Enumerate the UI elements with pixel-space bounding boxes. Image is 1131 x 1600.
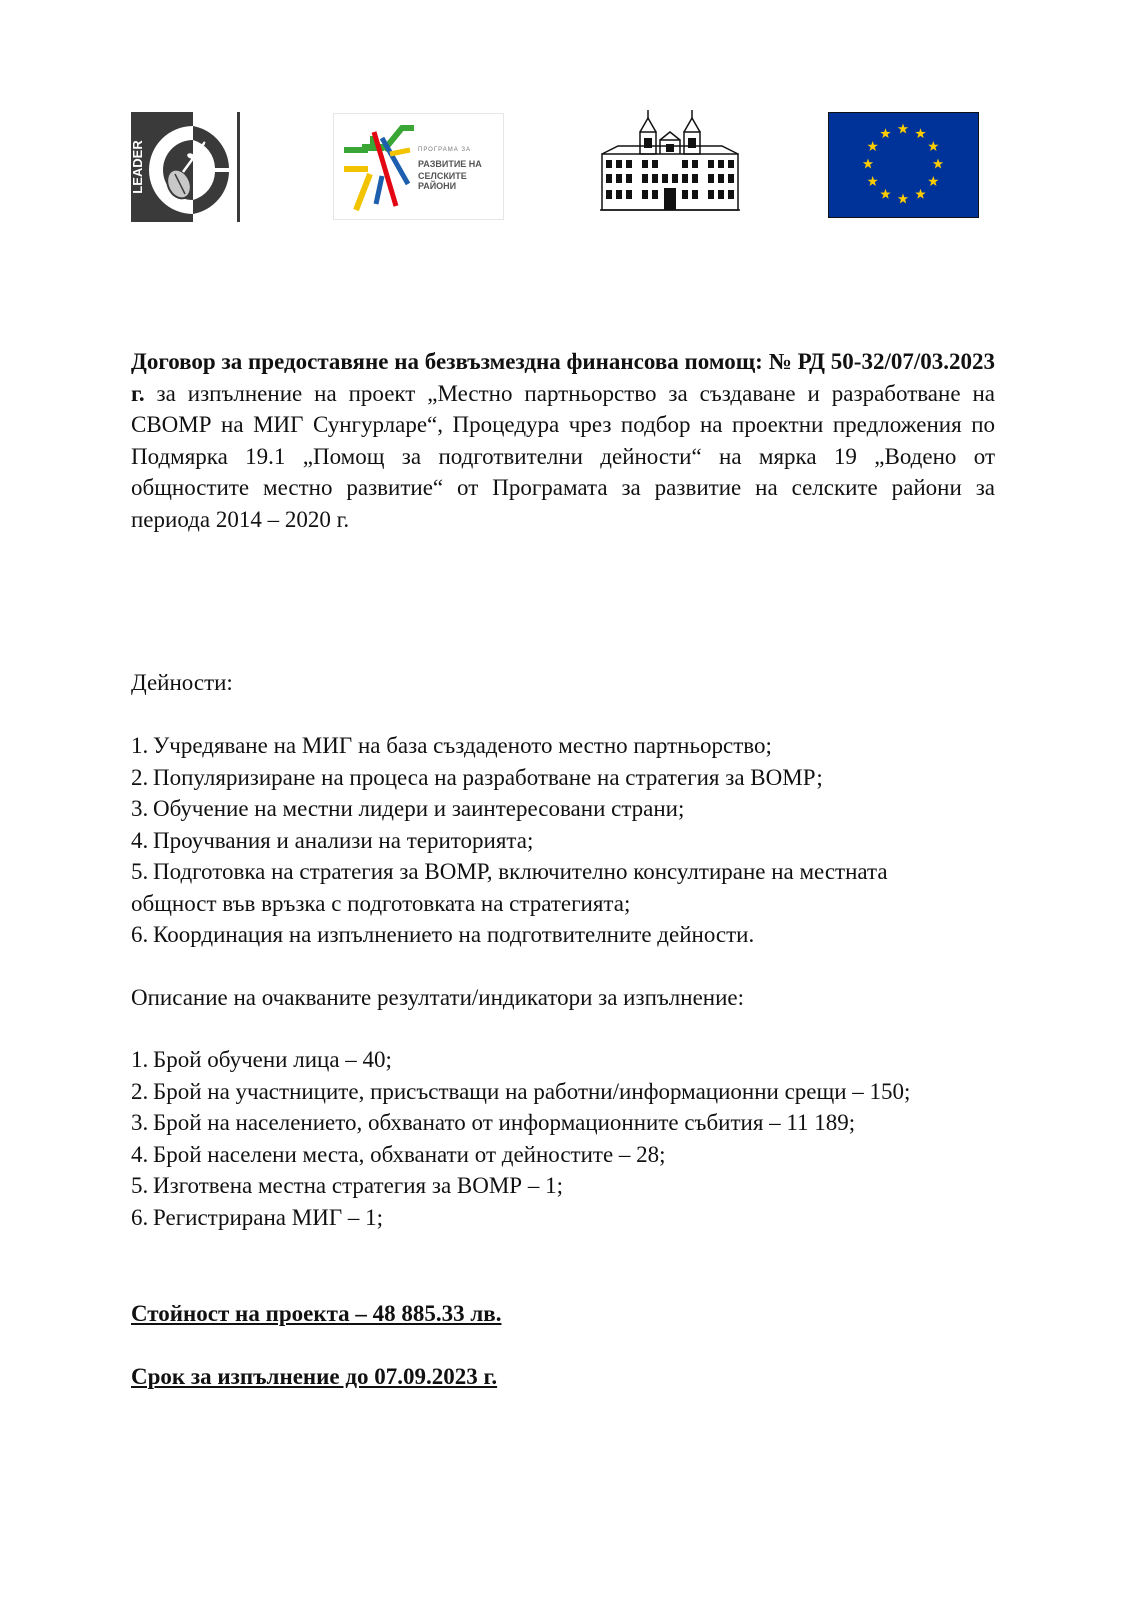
list-item-number: 2. [131,764,149,790]
list-item-text: Регистрирана МИГ – 1; [153,1204,384,1230]
eu-flag-icon [828,112,979,218]
list-item-text: Брой на населението, обхванато от информационните събития – 11 189; [153,1110,856,1135]
list-item-number: 5. [131,859,149,884]
rural-development-programme-logo [333,113,504,220]
project-deadline: Срок за изпълнение до 07.09.2023 г. [131,1364,498,1389]
list-item [131,1202,1031,1234]
contract-description: за изпълнение на проект „Местно партньорство за създаване и разработване на СВОМР на МИГ Сунгурларе“, Процедура чрез подбор на проектни предложения по Подмярка 19.1 „Помощ за подготвителни дейности“ на мярка 19 „Водено от общностите местно развитие“ от Програмата за развитие на селските райони за периода 2014 – 2020 г. [131,380,995,532]
list-item-text: Учредяване на МИГ на база създаденото местно партньорство; [153,733,772,758]
list-item-number: 6. [131,1204,149,1230]
list-item-text-continued: общност във връзка с подготовката на стратегията; [131,890,631,916]
list-item-number: 3. [131,1110,149,1135]
list-item [131,1076,1031,1108]
list-item [131,919,1031,951]
contract-number: Договор за предоставяне на безвъзмездна финансова помощ: № РД 50-32/07/03.2023 г. [131,349,995,406]
list-item [131,730,1031,762]
list-item-text: Брой населени места, обхванати от дейностите – 28; [153,1141,666,1167]
list-item [131,1044,1031,1076]
list-item-number: 3. [131,796,149,821]
list-item-text: Обучение на местни лидери и заинтересовани страни; [153,796,685,821]
list-item-text: Подготовка на стратегия за ВОМР, включително консултиране на местната [153,859,888,884]
contract-intro-paragraph [131,346,995,535]
list-item-text: Координация на изпълнението на подготвителните дейности. [153,922,755,947]
list-item [131,1170,1031,1202]
list-item-number: 2. [131,1078,149,1104]
list-item [131,856,1031,919]
results-list [131,1044,1031,1233]
list-item-text: Изготвена местна стратегия за ВОМР – 1; [153,1173,563,1198]
logo-row [0,110,1131,230]
results-title: Описание на очакваните резултати/индикатори за изпълнение: [131,985,744,1010]
list-item [131,1139,1031,1171]
list-item-number: 5. [131,1173,149,1198]
list-item-text: Популяризиране на процеса на разработване на стратегия за ВОМР; [153,764,823,790]
rdp-logo-line1: ПРОГРАМА ЗА [418,147,471,153]
activities-title: Дейности: [131,670,233,695]
leader-label: LEADER [131,140,145,194]
rdp-logo-line3: СЕЛСКИТЕ РАЙОНИ [418,171,467,191]
list-item-number: 1. [131,1047,149,1072]
activities-list [131,730,1031,951]
list-item-number: 4. [131,1141,149,1167]
project-value: Стойност на проекта – 48 885.33 лв. [131,1301,502,1326]
rdp-logo-line2: РАЗВИТИЕ НА [418,159,482,169]
list-item [131,793,1031,825]
list-item-text: Брой на участниците, присъстващи на работни/информационни срещи – 150; [153,1078,911,1104]
leader-logo [131,112,240,222]
list-item-number: 1. [131,733,149,758]
list-item [131,1107,1031,1139]
list-item [131,825,1031,857]
list-item-text: Брой обучени лица – 40; [153,1047,392,1072]
list-item-number: 4. [131,827,149,853]
building-icon [598,110,742,214]
list-item-text: Проучвания и анализи на територията; [153,827,534,853]
list-item-number: 6. [131,922,149,947]
list-item [131,762,1031,794]
